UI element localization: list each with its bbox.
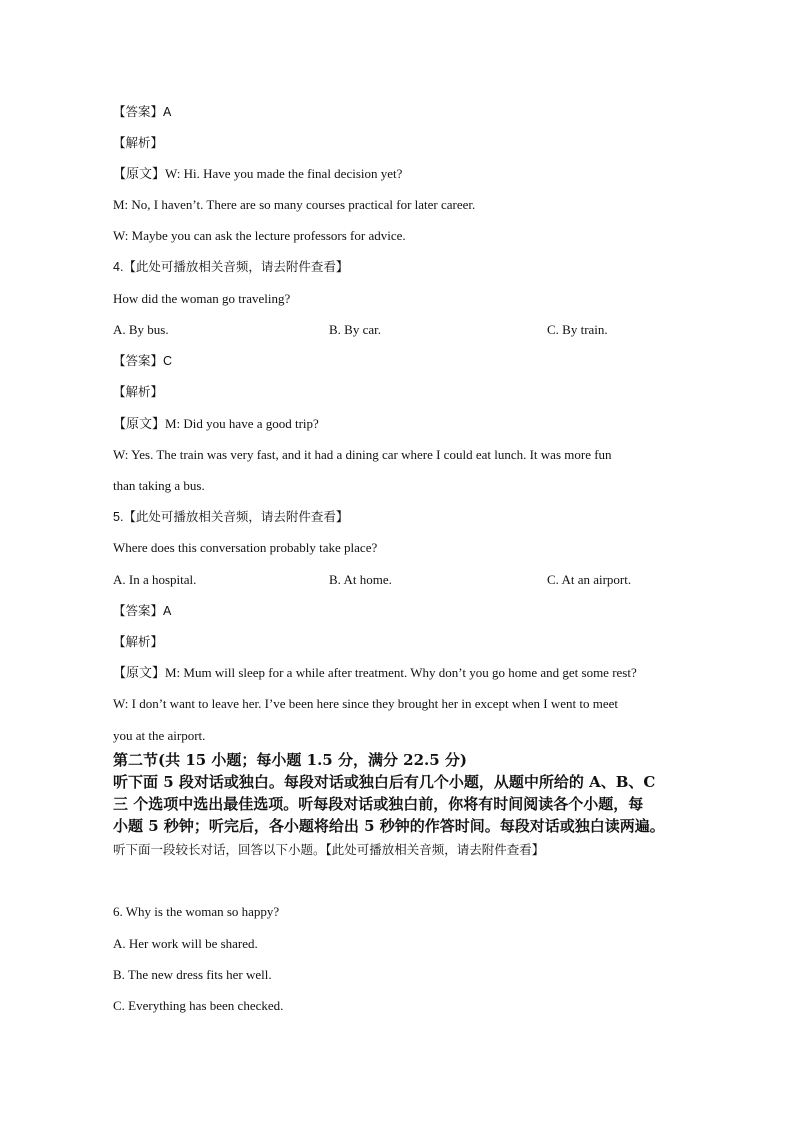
q3-transcript-line-3: W: Maybe you can ask the lecture professors for advice. (113, 228, 406, 243)
q4-question: How did the woman go traveling? (113, 291, 291, 306)
section2-title: 第二节(共 15 小题；每小题 1.5 分，满分 22.5 分) (113, 751, 468, 769)
q3-answer: 【答案】A (113, 105, 172, 119)
section2-audio-note: 听下面一段较长对话，回答以下小题。【此处可播放相关音频，请去附件查看】 (113, 843, 545, 857)
q4-option-a: A. By bus. (113, 322, 169, 337)
q4-transcript-line-3: than taking a bus. (113, 478, 205, 493)
q5-transcript-line-1: 【原文】M: Mum will sleep for a while after treatment. Why don’t you go home and get some rest? (113, 665, 637, 680)
q4-option-b: B. By car. (329, 322, 381, 337)
q6-option-a: A. Her work will be shared. (113, 936, 258, 951)
q4-transcript-line-1: 【原文】M: Did you have a good trip? (113, 416, 319, 431)
q4-analysis-heading: 【解析】 (113, 385, 164, 399)
q5-option-b: B. At home. (329, 572, 392, 587)
q4-option-c: C. By train. (547, 322, 608, 337)
q5-transcript-line-2: W: I don’t want to leave her. I’ve been here since they brought her in except when I went to meet (113, 696, 619, 711)
q5-option-c: C. At an airport. (547, 572, 632, 587)
q6-option-b: B. The new dress fits her well. (113, 967, 272, 982)
q5-answer: 【答案】A (113, 604, 172, 618)
q5-option-a: A. In a hospital. (113, 572, 197, 587)
q5-analysis-heading: 【解析】 (113, 635, 164, 649)
q6-option-c: C. Everything has been checked. (113, 998, 284, 1013)
q4-transcript-line-2: W: Yes. The train was very fast, and it had a dining car where I could eat lunch. It was more fun (113, 447, 612, 462)
section2-instruction-line-2: 三 个选项中选出最佳选项。听每段对话或独白前，你将有时间阅读各个小题，每 (113, 795, 644, 813)
section2-instruction-line-1: 听下面 5 段对话或独白。每段对话或独白后有几个小题，从题中所给的 A、B、C (113, 773, 656, 791)
q5-transcript-line-3: you at the airport. (113, 728, 206, 743)
q3-transcript-line-1: 【原文】W: Hi. Have you made the final decision yet? (113, 166, 403, 181)
q3-transcript-line-2: M: No, I haven’t. There are so many courses practical for later career. (113, 197, 476, 212)
q6-question: 6. Why is the woman so happy? (113, 904, 280, 919)
q3-analysis-heading: 【解析】 (113, 136, 164, 150)
q4-header: 4.【此处可播放相关音频，请去附件查看】 (113, 260, 349, 274)
q5-header: 5.【此处可播放相关音频，请去附件查看】 (113, 510, 349, 524)
q4-answer: 【答案】C (113, 354, 173, 368)
q5-question: Where does this conversation probably take place? (113, 540, 378, 555)
section2-instruction-line-3: 小题 5 秒钟；听完后，各小题将给出 5 秒钟的作答时间。每段对话或独白读两遍。 (113, 817, 665, 835)
